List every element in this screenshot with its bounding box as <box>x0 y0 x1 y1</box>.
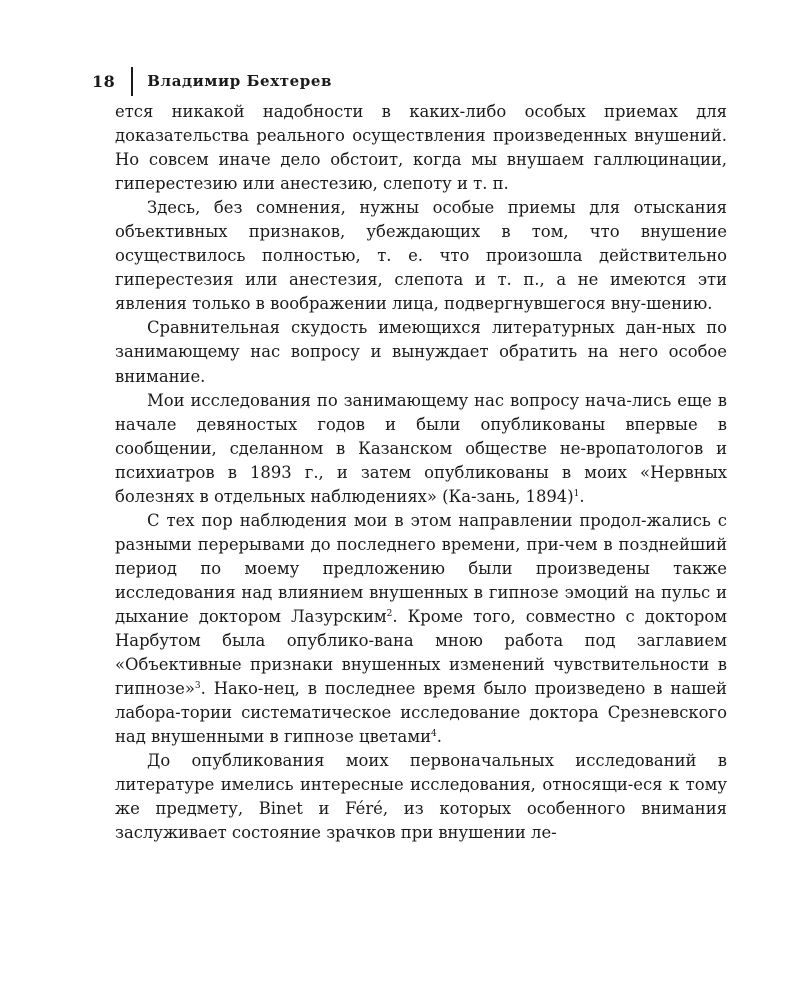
paragraph-3: Сравнительная скудость имеющихся литературных дан-ных по занимающему нас вопросу и вынуждает обратить на него особое внимание. <box>115 318 727 386</box>
paragraph-4-end: . <box>579 486 585 506</box>
footnote-ref-2: 2 <box>386 608 393 619</box>
paragraph-4-text: Мои исследования по занимающему нас вопросу нача-лись еще в начале девяностых годов и были опубликованы впервые в сообщении, сделанном в Казанском обществе не-вропатологов и психиатров в 1893 г., и затем опубликованы в моих «Нервных болезнях в отдельных наблюдениях» (Ка-зань, 1894) <box>115 390 727 506</box>
body-text <box>115 100 727 845</box>
paragraph-5-text-c: . Нако-нец, в последнее время было произведено в нашей лабора-тории систематическое исследование доктора Срезневского над внушенными в гипнозе цветами <box>115 679 727 747</box>
page-number: 18 <box>92 71 116 91</box>
header-divider <box>131 67 133 96</box>
paragraph-6: До опубликования моих первоначальных исследований в литературе имелись интересные исследования, относящи-еся к тому же предмету, Binet и Féré, из которых особенного внимания заслуживает состояние зрачков при внушении ле- <box>115 751 727 843</box>
paragraph-5-text-d: . <box>436 727 442 747</box>
paragraph-2: Здесь, без сомнения, нужны особые приемы для отыскания объективных признаков, убеждающих в том, что внушение осуществилось полностью, т. е. что произошла действительно гиперестезия или анестезия, слепота и т. п., а не имеются эти явления только в воображении лица, подвергнувшегося вну-шению. <box>115 198 727 314</box>
running-title: Владимир Бехтерев <box>147 72 333 90</box>
footnote-ref-3: 3 <box>194 681 201 692</box>
footnote-ref-4: 4 <box>431 729 437 740</box>
paragraph-5-text-a: С тех пор наблюдения мои в этом направлении продол-жались с разными перерывами до последнего времени, при-чем в позднейший период по моему предложению были произведены также исследования над влиянием внушенных в гипнозе эмоций на пульс и дыхание доктором Лазурским <box>115 510 727 626</box>
running-header <box>92 66 332 96</box>
paragraph-1: ется никакой надобности в каких-либо особых приемах для доказательства реального осуществления произведенных внушений. Но совсем иначе дело обстоит, когда мы внушаем галлюцинации, гиперестезию или анестезию, слепоту и т. п. <box>115 102 727 194</box>
footnote-ref-1: 1 <box>573 488 580 499</box>
paragraph-4 <box>115 389 727 509</box>
paragraph-5-text-b: . Кроме того, совместно с доктором Нарбутом была опублико-вана мною работа под заглавием «Объективные признаки внушенных изменений чувствительности в гипнозе» <box>115 606 727 699</box>
paragraph-5 <box>115 509 727 749</box>
